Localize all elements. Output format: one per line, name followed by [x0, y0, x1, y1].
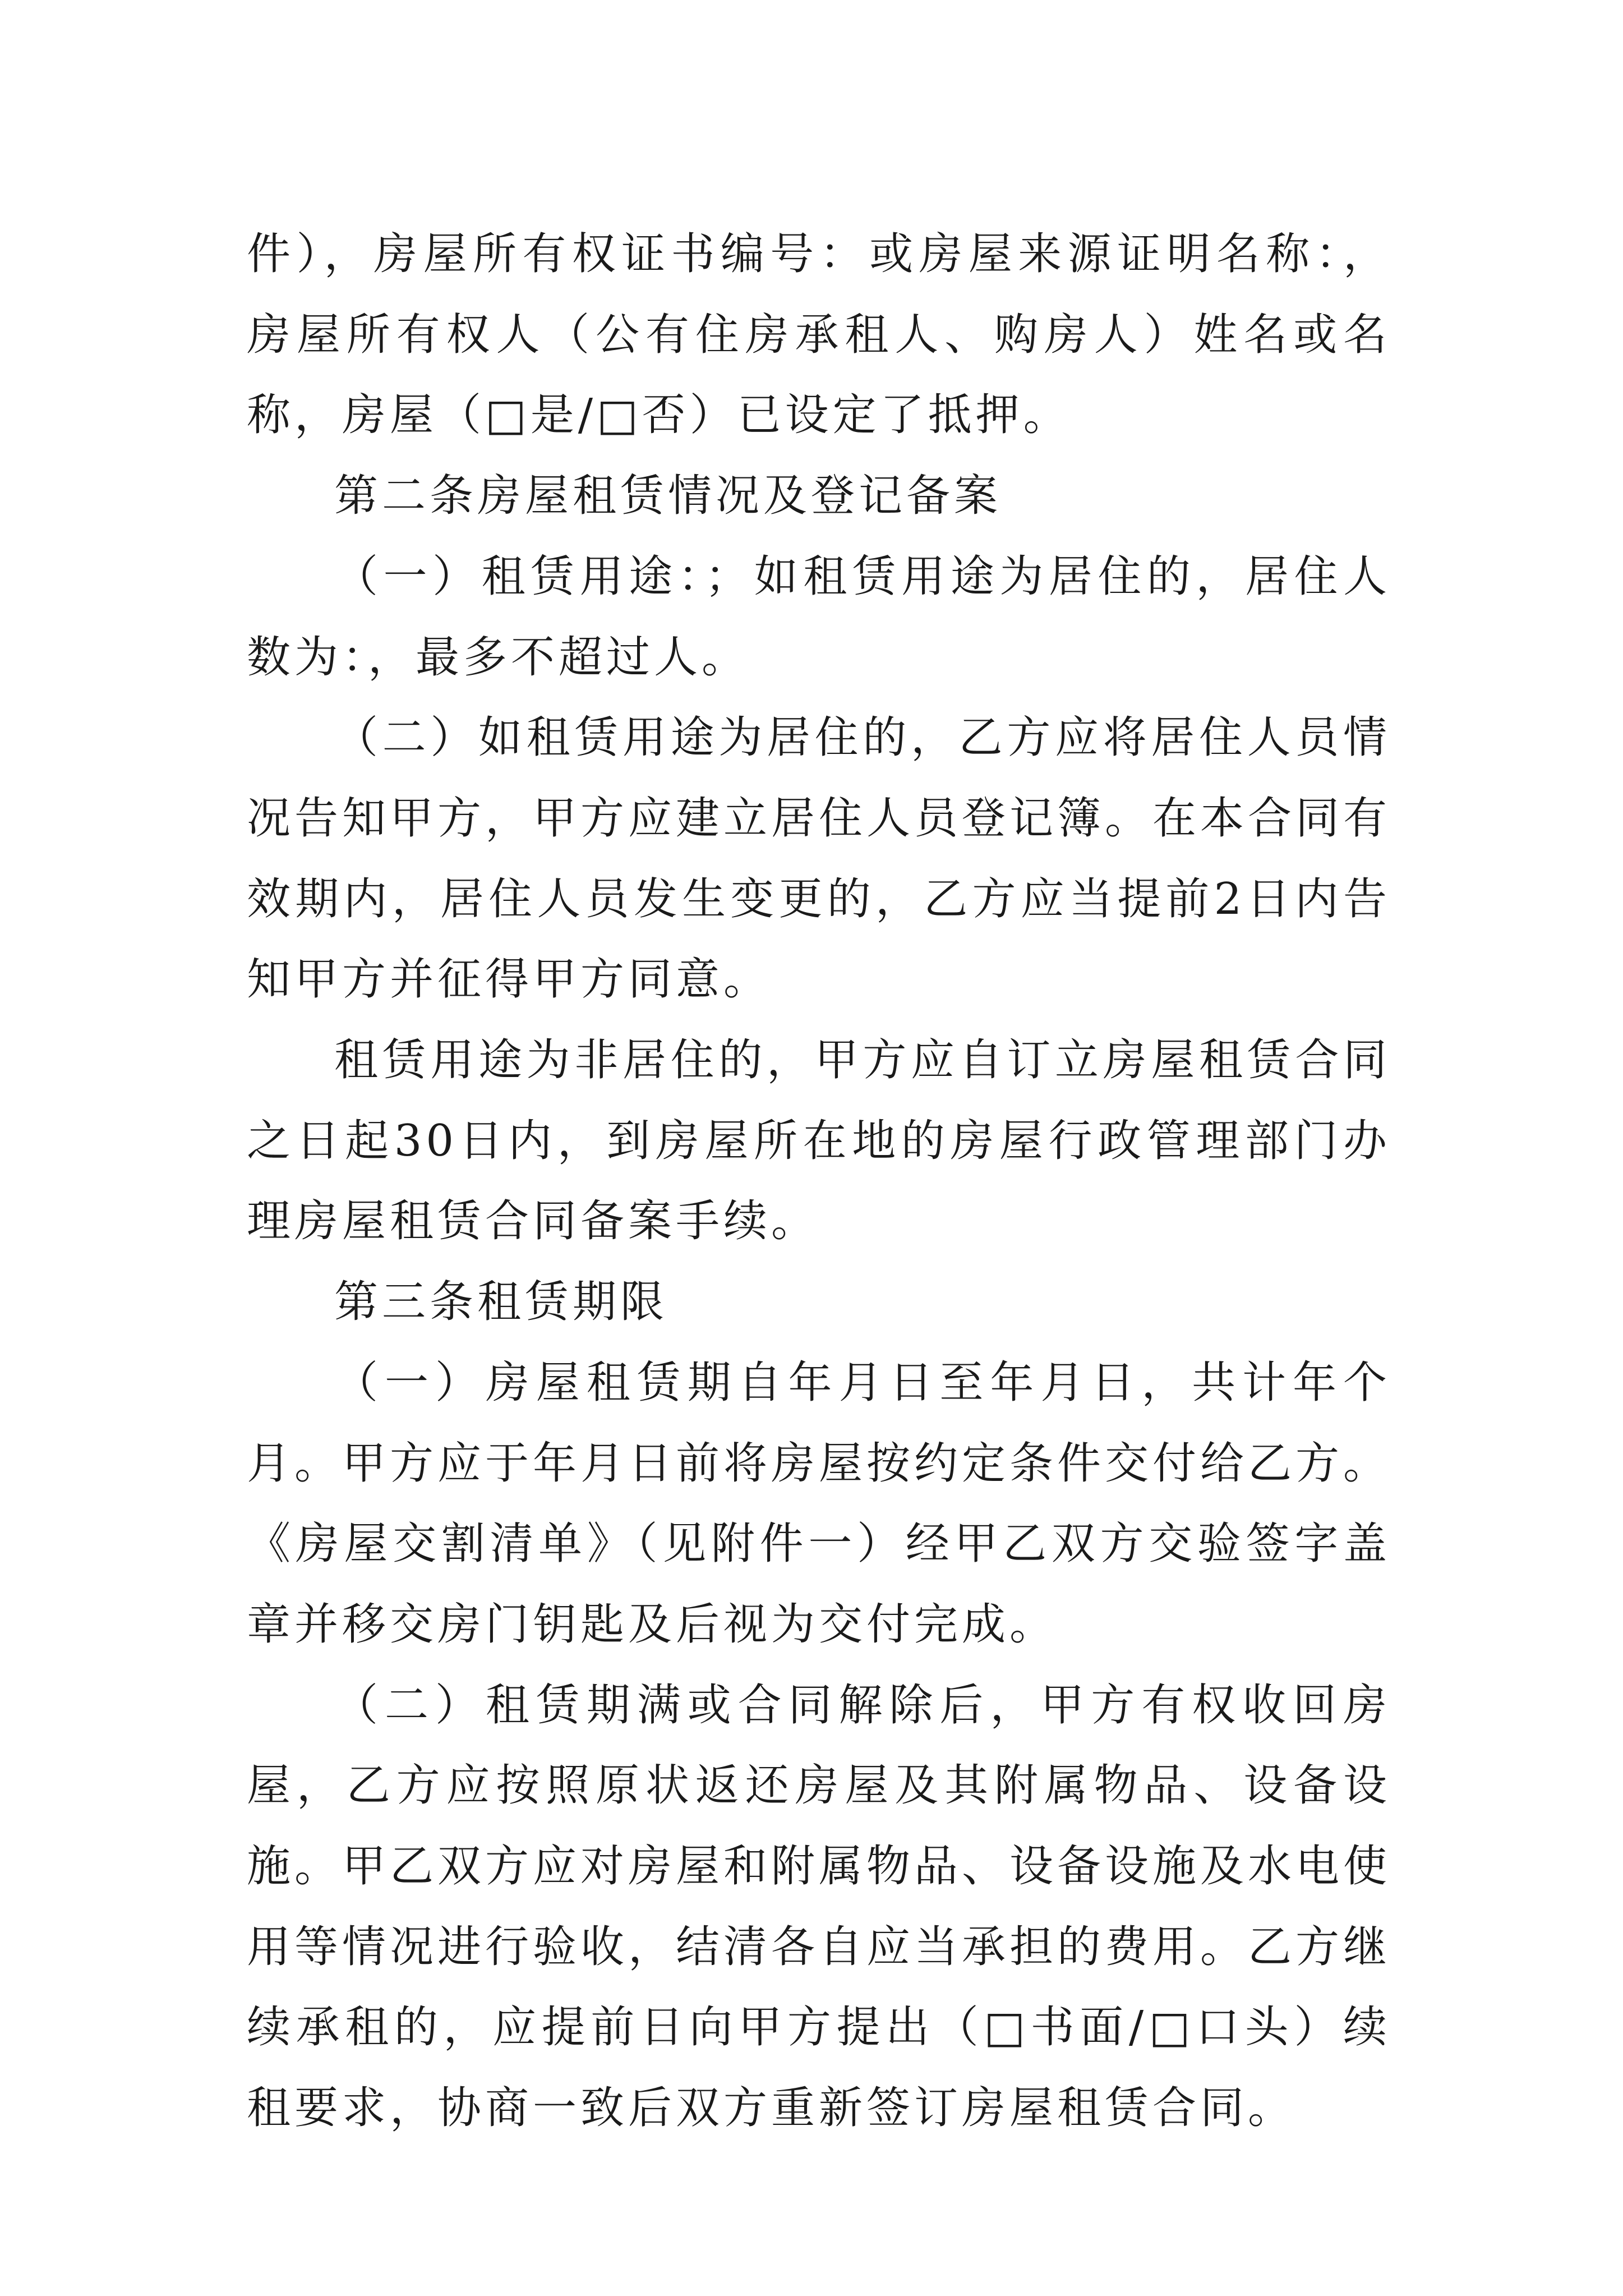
paragraph-resident-registration: （二）如租赁用途为居住的，乙方应将居住人员情况告知甲方，甲方应建立居住人员登记簿。在本合同有效期内，居住人员发生变更的，乙方应当提前2日内告知甲方并征得甲方同意。: [247, 712, 1391, 1005]
article-2-heading: 第二条房屋租赁情况及登记备案: [334, 471, 1002, 522]
article-3-heading: 第三条租赁期限: [334, 1277, 668, 1328]
paragraph-non-residential-filing: 租赁用途为非居住的，甲方应自订立房屋租赁合同之日起30日内，到房屋所在地的房屋行政管理部门办理房屋租赁合同备案手续。: [247, 1035, 1391, 1247]
paragraph-lease-expiry: （二）租赁期满或合同解除后，甲方有权收回房屋，乙方应按照原状返还房屋及其附属物品、设备设施。甲乙双方应对房屋和附属物品、设备设施及水电使用等情况进行验收，结清各自应当承担的费用。乙方继续承租的，应提前日向甲方提出（□书面/□口头）续租要求，协商一致后双方重新签订房屋租赁合同。: [247, 1680, 1391, 2134]
contract-body: [247, 214, 1391, 2149]
paragraph-lease-purpose: （一）租赁用途：；如租赁用途为居住的，居住人数为：，最多不超过人。: [247, 551, 1391, 683]
paragraph-lease-term: （一）房屋租赁期自年月日至年月日，共计年个月。甲方应于年月日前将房屋按约定条件交付给乙方。《房屋交割清单》（见附件一）经甲乙双方交验签字盖章并移交房门钥匙及后视为交付完成。: [247, 1357, 1391, 1650]
paragraph-property-ownership: 件），房屋所有权证书编号：或房屋来源证明名称：，房屋所有权人（公有住房承租人、购房人）姓名或名称，房屋（□是/□否）已设定了抵押。: [247, 229, 1391, 441]
